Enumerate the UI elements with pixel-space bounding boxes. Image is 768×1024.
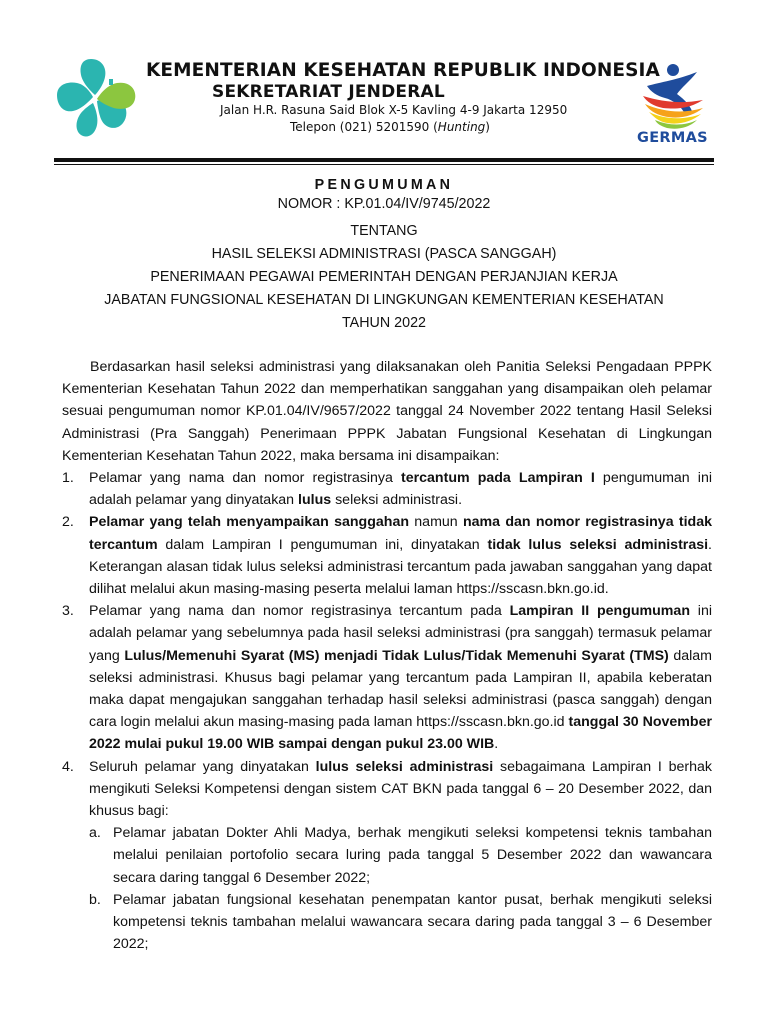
document-subject-line-3: JABATAN FUNGSIONAL KESEHATAN DI LINGKUNGAN KEMENTERIAN KESEHATAN: [104, 292, 664, 308]
list-number: 4.: [62, 758, 74, 775]
document-heading: PENGUMUMAN: [314, 177, 454, 193]
document-number: NOMOR : KP.01.04/IV/9745/2022: [277, 196, 491, 212]
intro-paragraph: Berdasarkan hasil seleksi administrasi yang dilaksanakan oleh Panitia Seleksi Pengadaan PPPK Kementerian Kesehatan Tahun 2022 dan memperhatikan sanggahan yang disampaikan oleh pelamar sesuai pengumuman nomor KP.01.04/IV/9657/2022 tanggal 24 November 2022 tentang Hasil Seleksi Administrasi (Pra Sanggah) Penerimaan PPPK Jabatan Fungsional Kesehatan di Lingkungan Kementerian Kesehatan Tahun 2022, maka bersama ini disampaikan:: [62, 359, 712, 464]
letterhead-rule-thin: [54, 164, 714, 165]
document-body: [62, 356, 712, 955]
division-name: SEKRETARIAT JENDERAL: [212, 82, 445, 102]
germas-label: GERMAS: [637, 130, 708, 146]
phone: Telepon (021) 5201590 (Hunting): [290, 120, 490, 134]
document-subject-line-2: PENERIMAAN PEGAWAI PEMERINTAH DENGAN PERJANJIAN KERJA: [150, 269, 618, 285]
letterhead: [0, 0, 768, 175]
list-item-2: 2. Pelamar yang telah menyampaikan sanggahan namun nama dan nomor registrasinya tidak tercantum dalam Lampiran I pengumuman ini, dinyatakan tidak lulus seleksi administrasi. Keterangan alasan tidak lulus seleksi administrasi tercantum pada jawaban sanggahan yang dapat dilihat melalui akun masing-masing peserta melalui laman https://sscasn.bkn.go.id.: [62, 511, 712, 600]
list-item-3: 3. Pelamar yang nama dan nomor registrasinya tercantum pada Lampiran II pengumuman ini adalah pelamar yang sebelumnya pada hasil seleksi administrasi (pra sanggah) termasuk pelamar yang Lulus/Memenuhi Syarat (MS) menjadi Tidak Lulus/Tidak Memenuhi Syarat (TMS) dalam seleksi administrasi. Khusus bagi pelamar yang tercantum pada Lampiran II, apabila keberatan maka dapat mengajukan sanggahan terhadap hasil seleksi administrasi (pasca sanggah) dengan cara login melalui akun masing-masing pada laman https://sscasn.bkn.go.id tanggal 30 November 2022 mulai pukul 19.00 WIB sampai dengan pukul 23.00 WIB.: [62, 600, 712, 755]
sub-list-letter: b.: [89, 891, 101, 908]
document-subject-line-4: TAHUN 2022: [342, 315, 426, 331]
list-item-4: 4. Seluruh pelamar yang dinyatakan lulus seleksi administrasi sebagaimana Lampiran I berhak mengikuti Seleksi Kompetensi dengan sistem CAT BKN pada tanggal 6 – 20 Desember 2022, dan khusus bagi: a. Pelamar jabatan Dokter Ahli Madya, berhak mengikuti seleksi kompetensi teknis tambahan melalui penilaian portofolio secara luring pada tanggal 5 Desember 2022 dan wawancara secara daring tanggal 6 Desember 2022; b. Pelamar jabatan fungsional kesehatan penempatan kantor pusat, berhak mengikuti seleksi kompetensi teknis tambahan melalui wawancara secara daring pada tanggal 3 – 6 Desember 2022;: [62, 756, 712, 956]
sub-list-letter: a.: [89, 825, 101, 842]
kemenkes-logo-icon: [53, 55, 139, 141]
address: Jalan H.R. Rasuna Said Blok X-5 Kavling 4-9 Jakarta 12950: [220, 103, 568, 117]
document-about: TENTANG: [350, 223, 418, 239]
list-number: 2.: [62, 514, 74, 531]
ministry-name: KEMENTERIAN KESEHATAN REPUBLIK INDONESIA: [146, 60, 660, 81]
sub-item-a: a. Pelamar jabatan Dokter Ahli Madya, berhak mengikuti seleksi kompetensi teknis tambahan melalui penilaian portofolio secara luring pada tanggal 5 Desember 2022 dan wawancara secara daring tanggal 6 Desember 2022;: [89, 822, 712, 889]
list-item-1: 1. Pelamar yang nama dan nomor registrasinya tercantum pada Lampiran I pengumuman ini adalah pelamar yang dinyatakan lulus seleksi administrasi.: [62, 467, 712, 511]
list-number: 1.: [62, 470, 74, 487]
list-number: 3.: [62, 603, 74, 620]
document-subject-line-1: HASIL SELEKSI ADMINISTRASI (PASCA SANGGAH): [211, 246, 557, 262]
sub-item-b: b. Pelamar jabatan fungsional kesehatan penempatan kantor pusat, berhak mengikuti seleksi kompetensi teknis tambahan melalui wawancara secara daring pada tanggal 3 – 6 Desember 2022;: [89, 889, 712, 956]
letterhead-rule-thick: [54, 158, 714, 162]
